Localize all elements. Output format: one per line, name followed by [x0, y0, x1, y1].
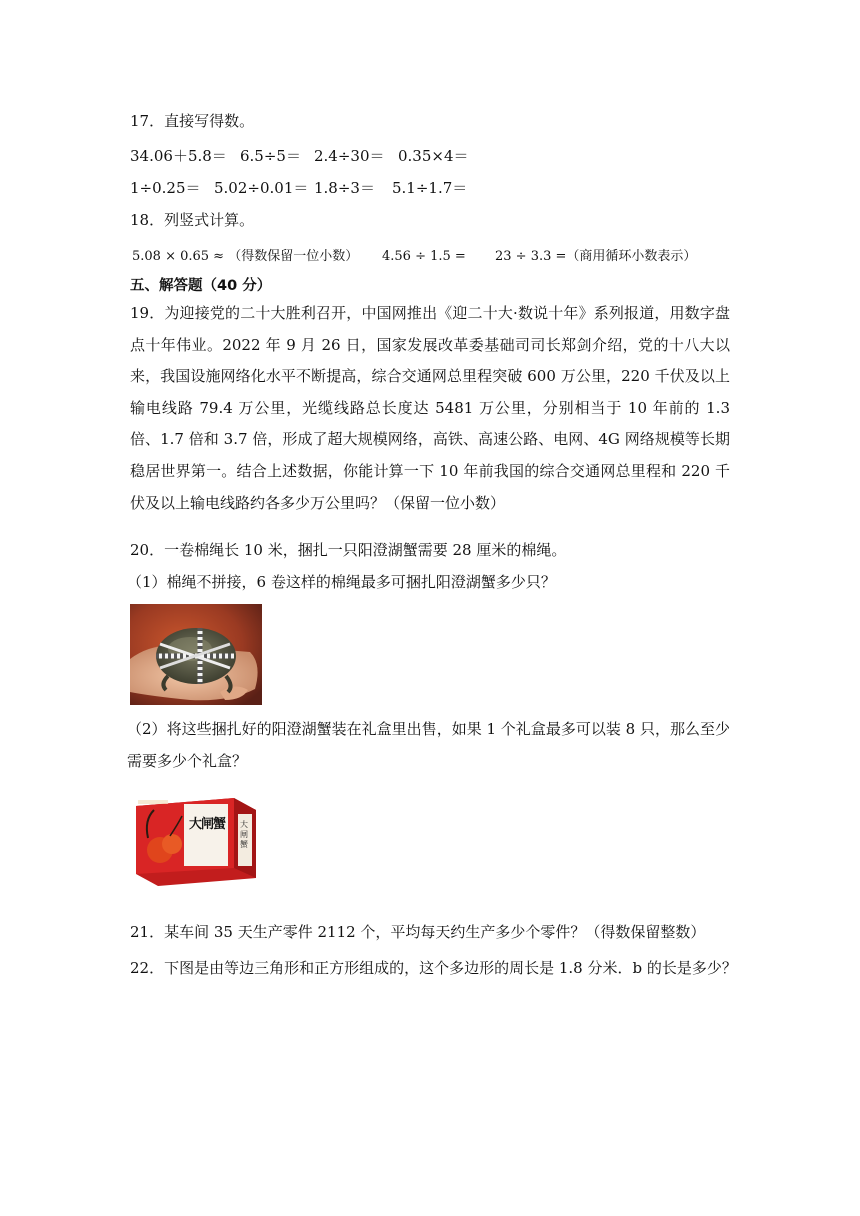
q17-item: 6.5÷5＝ [240, 147, 301, 165]
q17-item: 1.8÷3＝ [314, 179, 375, 197]
q17-item: 2.4÷30＝ [314, 147, 385, 165]
q22-text: 22．下图是由等边三角形和正方形组成的，这个多边形的周长是 1.8 分米．b 的长是多少？ [130, 959, 737, 977]
q17-item: 1÷0.25＝ [130, 179, 201, 197]
q18-item: 5.08 × 0.65 ≈ （得数保留一位小数） [132, 249, 359, 264]
q18-title: 18．列竖式计算。 [130, 211, 255, 229]
q17-item: 5.02÷0.01＝ [214, 179, 309, 197]
q18-item: 23 ÷ 3.3 =（商用循环小数表示） [495, 249, 697, 264]
gift-box-side-text: 大闸蟹 [240, 820, 248, 849]
q17-title: 17．直接写得数。 [130, 112, 255, 130]
q17-item: 0.35×4＝ [398, 147, 469, 165]
q21-text: 21．某车间 35 天生产零件 2112 个，平均每天约生产多少个零件？（得数保留整数） [130, 923, 706, 941]
q20-title: 20．一卷棉绳长 10 米，捆扎一只阳澄湖蟹需要 28 厘米的棉绳。 [130, 541, 567, 559]
q19-text: 19．为迎接党的二十大胜利召开，中国网推出《迎二十大·数说十年》系列报道，用数字盘点十年伟业。2022 年 9 月 26 日，国家发展改革委基础司司长郑剑介绍，党的十八大以来，我国设施网络化水平不断提高，综合交通网总里程突破 600 万公里，220 千伏及以上输电线路 79.4 万公里，光缆线路总长度达 5481 万公里，分别相当于 10 年前的 1.3 倍、1.7 倍和 3.7 倍，形成了超大规模网络，高铁、高速公路、电网、4G 网络规模等长期稳居世界第一。结合上述数据，你能计算一下 10 年前我国的综合交通网总里程和 220 千伏及以上输电线路约各多少万公里吗？（保留一位小数） [130, 304, 730, 512]
q20-part1: （1）棉绳不拼接，6 卷这样的棉绳最多可捆扎阳澄湖蟹多少只？ [127, 573, 556, 591]
gift-box-calligraphy: 大闸蟹 [188, 817, 225, 832]
section-heading: 五、解答题（40 分） [130, 278, 272, 294]
q20-part2: （2）将这些捆扎好的阳澄湖蟹装在礼盒里出售，如果 1 个礼盒最多可以装 8 只，那么至少需要多少个礼盒？ [127, 720, 730, 770]
gift-box-photo [130, 790, 260, 890]
q17-item: 34.06＋5.8＝ [130, 147, 227, 165]
crab-photo [130, 604, 262, 705]
q17-item: 5.1÷1.7＝ [392, 179, 468, 197]
q18-item: 4.56 ÷ 1.5 = [382, 249, 466, 264]
